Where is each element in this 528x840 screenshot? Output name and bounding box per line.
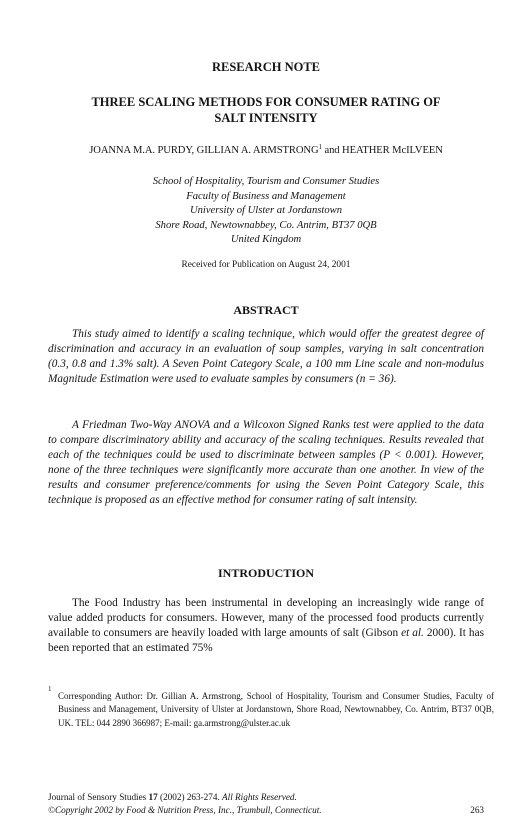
journal-volume: 17 — [148, 792, 158, 802]
affiliation-line-3: University of Ulster at Jordanstown — [189, 205, 343, 217]
section-kicker: RESEARCH NOTE — [211, 60, 320, 74]
corresponding-author-mark: 1 — [318, 143, 322, 151]
affiliation — [48, 175, 484, 248]
article-title-line-2: SALT INTENSITY — [214, 111, 318, 125]
authors-main: JOANNA M.A. PURDY, GILLIAN A. ARMSTRONG — [89, 145, 319, 156]
abstract-paragraph-1: This study aimed to identify a scaling technique, which would offer the greatest degree of discrimination and accuracy in an evaluation of soup samples, varying in salt concentration (0.3, 0.8 and 1.3% salt). A Seven Point Category Scale, a 100 mm Line scale and non-modulus Magnitude Estimation were used to evaluate samples by consumers (n = 36). — [48, 328, 484, 386]
intro-text-b: 2000). It has been reported that an estimated 75% — [48, 627, 484, 655]
journal-pages: (2002) 263-274. — [157, 792, 223, 802]
journal-rights: All Rights Reserved. — [222, 792, 297, 802]
intro-citation-etal: et al. — [401, 627, 424, 640]
received-date: Received for Publication on August 24, 2001 — [181, 260, 351, 270]
affiliation-line-5: United Kingdom — [230, 234, 302, 246]
introduction-paragraph-1 — [48, 596, 484, 656]
journal-copyright: ©Copyright 2002 by Food & Nutrition Press, Inc., Trumbull, Connecticut. — [48, 804, 322, 815]
abstract-heading: ABSTRACT — [233, 303, 299, 317]
journal-citation — [48, 791, 484, 804]
article-title — [48, 94, 484, 126]
journal-name: Journal of Sensory Studies — [48, 792, 149, 802]
journal-info — [48, 791, 484, 816]
affiliation-line-4: Shore Road, Newtownabbey, Co. Antrim, BT37 0QB — [155, 219, 377, 231]
abstract-paragraph-2: A Friedman Two-Way ANOVA and a Wilcoxon Signed Ranks test were applied to the data to compare discriminatory ability and accuracy of the scaling techniques. Results revealed that each of the techniques could be used to discriminate between samples (P < 0.001). However, none of the three techniques were significantly more accurate than one another. In view of the results and consumer preference/comments for using the Seven Point Category Scale, this technique is proposed as an effective method for consumer rating of salt intensity. — [48, 419, 484, 507]
intro-text-a: The Food Industry has been instrumental in developing an increasingly wide range of value added products for consumers. However, many of the processed food products currently available to consumers are heavily loaded with large amounts of salt (Gibson — [48, 597, 484, 640]
footnote: 1 Corresponding Author: Dr. Gillian A. Armstrong, School of Hospitality, Tourism and Consumer Studies, Faculty of Business and Management, University of Ulster at Jordanstown, Shore Road, Newtownabbey, Co. Antrim, BT37 0QB, UK. TEL: 044 2890 366987; E-mail: ga.armstrong@ulster.ac.uk — [48, 685, 494, 728]
introduction-heading: INTRODUCTION — [217, 566, 314, 580]
article-title-line-1: THREE SCALING METHODS FOR CONSUMER RATING OF — [91, 95, 441, 109]
footnote-text: Corresponding Author: Dr. Gillian A. Armstrong, School of Hospitality, Tourism and Consumer Studies, Faculty of Business and Management, University of Ulster at Jordanstown, Shore Road, Newtownabbey, Co. Antrim, BT37 0QB, UK. TEL: 044 2890 366987; E-mail: ga.armstrong@ulster.ac.uk — [58, 691, 494, 728]
page-number: 263 — [470, 804, 484, 815]
affiliation-line-1: School of Hospitality, Tourism and Consumer Studies — [152, 176, 380, 187]
affiliation-line-2: Faculty of Business and Management — [186, 190, 346, 202]
authors-rest: and HEATHER McILVEEN — [321, 145, 443, 156]
author-list — [48, 145, 484, 156]
